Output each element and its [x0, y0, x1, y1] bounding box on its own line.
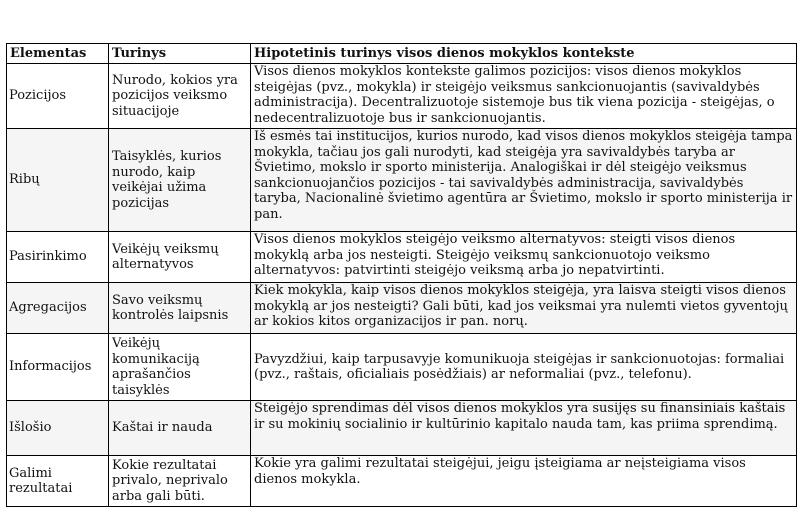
header-content: Turinys: [109, 44, 251, 64]
table-row: [7, 283, 797, 334]
table-row: [7, 64, 797, 129]
row-element: Agregacijos: [7, 283, 109, 334]
header-hypothetical: Hipotetinis turinys visos dienos mokyklos kontekste: [251, 44, 797, 64]
row-element: Išlošio: [7, 401, 109, 456]
table-row: [7, 232, 797, 283]
table-row: [7, 334, 797, 401]
row-content: Veikėjų veiksmų alternatyvos: [109, 232, 251, 283]
row-element: Informacijos: [7, 334, 109, 401]
row-element: Ribų: [7, 129, 109, 232]
table-row: [7, 401, 797, 456]
row-hypothetical: Pavyzdžiui, kaip tarpusavyje komunikuoja steigėjas ir sankcionuotojas: formaliai (pvz., raštais, oficialiais posėdžiais) ar neformaliai (pvz., telefonu).: [251, 334, 797, 401]
row-content: Kaštai ir nauda: [109, 401, 251, 456]
institutional-rules-table: [6, 43, 797, 507]
row-element: Pozicijos: [7, 64, 109, 129]
row-hypothetical: Steigėjo sprendimas dėl visos dienos mokyklos yra susijęs su finansiniais kaštais ir su mokinių socialinio ir kultūrinio kapitalo nauda tam, kas priima sprendimą.: [251, 401, 797, 456]
row-hypothetical: Visos dienos mokyklos steigėjo veiksmo alternatyvos: steigti visos dienos mokyklą arba jos nesteigti. Steigėjo veiksmų sankcionuotojo veiksmo alternatyvos: patvirtinti steigėjo veiksmą arba jo nepatvirtinti.: [251, 232, 797, 283]
row-content: Savo veiksmų kontrolės laipsnis: [109, 283, 251, 334]
table-row: [7, 129, 797, 232]
row-content: Veikėjų komunikaciją aprašančios taisyklės: [109, 334, 251, 401]
row-element: Pasirinkimo: [7, 232, 109, 283]
row-content: Nurodo, kokios yra pozicijos veiksmo situacijoje: [109, 64, 251, 129]
row-element: Galimi rezultatai: [7, 456, 109, 507]
row-hypothetical: Visos dienos mokyklos kontekste galimos pozicijos: visos dienos mokyklos steigėjas (pvz., mokykla) ir steigėjo veiksmus sankcionuojantis (savivaldybės administracija). Decentralizuotoje sistemoje bus tik viena pozicija - steigėjas, o nedecentralizuotoje bus ir sankcionuojantis.: [251, 64, 797, 129]
row-content: Kokie rezultatai privalo, neprivalo arba gali būti.: [109, 456, 251, 507]
row-hypothetical: Iš esmės tai institucijos, kurios nurodo, kad visos dienos mokyklos steigėja tampa mokykla, tačiau jos gali nurodyti, kad steigėja yra savivaldybės taryba ar Švietimo, mokslo ir sporto ministerija. Analogiškai ir dėl steigėjo veiksmus sankcionuojančios pozicijos - tai savivaldybės administracija, savivaldybės taryba, Nacionalinė švietimo agentūra ar Švietimo, mokslo ir sporto ministerija ir pan.: [251, 129, 797, 232]
table-row: [7, 456, 797, 507]
header-element: Elementas: [7, 44, 109, 64]
row-hypothetical: Kokie yra galimi rezultatai steigėjui, jeigu įsteigiama ar neįsteigiama visos dienos mokykla.: [251, 456, 797, 507]
row-hypothetical: Kiek mokykla, kaip visos dienos mokyklos steigėja, yra laisva steigti visos dienos mokyklą ar jos nesteigti? Gali būti, kad jos veiksmai yra nulemti vietos gyventojų ar kokios kitos organizacijos ir pan. norų.: [251, 283, 797, 334]
table-header-row: [7, 44, 797, 64]
row-content: Taisyklės, kurios nurodo, kaip veikėjai užima pozicijas: [109, 129, 251, 232]
